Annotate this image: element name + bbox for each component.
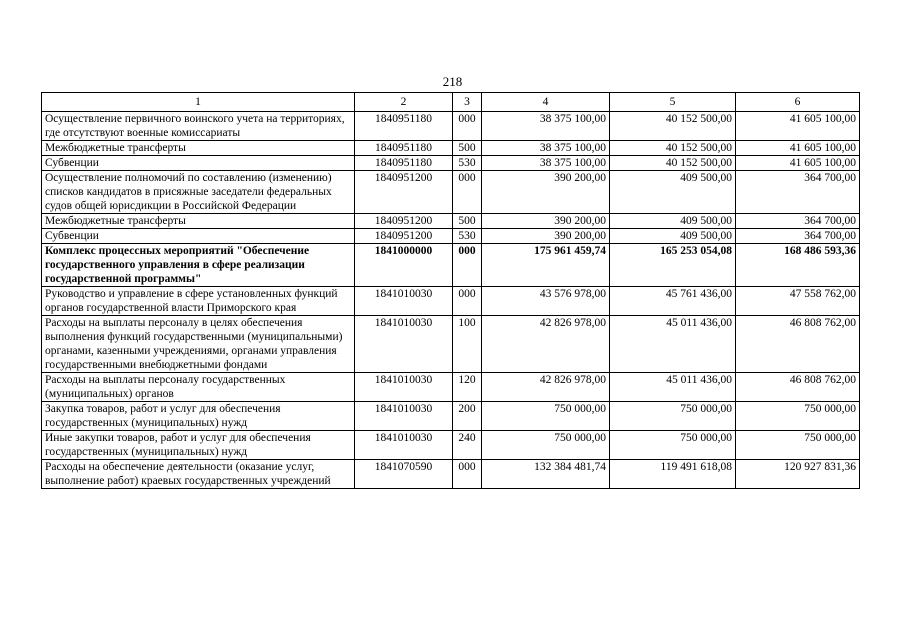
row-expense-type: 530 [453, 156, 482, 171]
row-expense-type: 200 [453, 402, 482, 431]
row-amount-col6: 750 000,00 [736, 431, 860, 460]
row-code: 1840951180 [355, 141, 453, 156]
row-name: Расходы на выплаты персоналу государственных (муниципальных) органов [42, 373, 355, 402]
row-name: Субвенции [42, 229, 355, 244]
row-amount-col5: 750 000,00 [610, 431, 736, 460]
header-col-2: 2 [355, 93, 453, 112]
row-amount-col5: 409 500,00 [610, 214, 736, 229]
row-amount-col5: 40 152 500,00 [610, 112, 736, 141]
row-code: 1840951200 [355, 171, 453, 214]
row-name: Руководство и управление в сфере установленных функций органов государственной власти Приморского края [42, 287, 355, 316]
row-name: Субвенции [42, 156, 355, 171]
row-name: Расходы на выплаты персоналу в целях обеспечения выполнения функций государственными (муниципальными) органами, казенными учреждениями, органами управления государственными внебюджетными фондами [42, 316, 355, 373]
table-row [42, 244, 860, 287]
row-amount-col6: 364 700,00 [736, 171, 860, 214]
row-amount-col4: 132 384 481,74 [482, 460, 610, 489]
row-code: 1840951180 [355, 156, 453, 171]
row-amount-col4: 43 576 978,00 [482, 287, 610, 316]
row-expense-type: 530 [453, 229, 482, 244]
row-amount-col5: 45 761 436,00 [610, 287, 736, 316]
row-amount-col6: 364 700,00 [736, 229, 860, 244]
row-code: 1841000000 [355, 244, 453, 287]
row-amount-col4: 175 961 459,74 [482, 244, 610, 287]
row-amount-col4: 38 375 100,00 [482, 156, 610, 171]
row-name: Межбюджетные трансферты [42, 141, 355, 156]
row-amount-col5: 40 152 500,00 [610, 141, 736, 156]
row-code: 1841010030 [355, 431, 453, 460]
row-amount-col4: 390 200,00 [482, 171, 610, 214]
header-col-3: 3 [453, 93, 482, 112]
table-row [42, 112, 860, 141]
row-expense-type: 000 [453, 287, 482, 316]
row-name: Иные закупки товаров, работ и услуг для обеспечения государственных (муниципальных) нужд [42, 431, 355, 460]
row-name: Осуществление первичного воинского учета на территориях, где отсутствуют военные комиссариаты [42, 112, 355, 141]
table-row [42, 229, 860, 244]
header-row [42, 93, 860, 112]
row-amount-col6: 41 605 100,00 [736, 156, 860, 171]
row-expense-type: 000 [453, 112, 482, 141]
row-amount-col6: 168 486 593,36 [736, 244, 860, 287]
table-row [42, 156, 860, 171]
table-row [42, 402, 860, 431]
row-expense-type: 240 [453, 431, 482, 460]
row-amount-col6: 364 700,00 [736, 214, 860, 229]
table-row [42, 460, 860, 489]
row-amount-col6: 46 808 762,00 [736, 373, 860, 402]
row-amount-col5: 45 011 436,00 [610, 373, 736, 402]
row-amount-col4: 390 200,00 [482, 229, 610, 244]
row-amount-col6: 750 000,00 [736, 402, 860, 431]
table-row [42, 431, 860, 460]
row-name: Расходы на обеспечение деятельности (оказание услуг, выполнение работ) краевых государственных учреждений [42, 460, 355, 489]
row-amount-col6: 120 927 831,36 [736, 460, 860, 489]
table-row [42, 171, 860, 214]
table-row [42, 373, 860, 402]
row-expense-type: 120 [453, 373, 482, 402]
row-name: Закупка товаров, работ и услуг для обеспечения государственных (муниципальных) нужд [42, 402, 355, 431]
row-amount-col4: 42 826 978,00 [482, 316, 610, 373]
row-expense-type: 500 [453, 141, 482, 156]
row-expense-type: 500 [453, 214, 482, 229]
table-header [42, 93, 860, 112]
row-amount-col4: 42 826 978,00 [482, 373, 610, 402]
row-code: 1840951180 [355, 112, 453, 141]
table-body [42, 112, 860, 489]
table-row [42, 316, 860, 373]
row-amount-col5: 750 000,00 [610, 402, 736, 431]
row-amount-col5: 409 500,00 [610, 171, 736, 214]
row-name: Комплекс процессных мероприятий "Обеспечение государственного управления в сфере реализации государственной программы" [42, 244, 355, 287]
row-expense-type: 100 [453, 316, 482, 373]
row-amount-col6: 47 558 762,00 [736, 287, 860, 316]
row-amount-col4: 750 000,00 [482, 402, 610, 431]
row-expense-type: 000 [453, 171, 482, 214]
row-name: Осуществление полномочий по составлению (изменению) списков кандидатов в присяжные заседатели федеральных судов общей юрисдикции в Российской Федерации [42, 171, 355, 214]
row-amount-col4: 390 200,00 [482, 214, 610, 229]
row-amount-col5: 119 491 618,08 [610, 460, 736, 489]
row-amount-col5: 40 152 500,00 [610, 156, 736, 171]
row-code: 1841010030 [355, 402, 453, 431]
row-amount-col6: 41 605 100,00 [736, 112, 860, 141]
row-code: 1841070590 [355, 460, 453, 489]
budget-table [41, 92, 860, 489]
row-amount-col6: 41 605 100,00 [736, 141, 860, 156]
row-code: 1840951200 [355, 214, 453, 229]
row-amount-col4: 38 375 100,00 [482, 141, 610, 156]
row-amount-col4: 750 000,00 [482, 431, 610, 460]
page-number: 218 [442, 74, 463, 89]
header-col-6: 6 [736, 93, 860, 112]
row-code: 1841010030 [355, 373, 453, 402]
table-row [42, 287, 860, 316]
row-expense-type: 000 [453, 460, 482, 489]
row-code: 1841010030 [355, 287, 453, 316]
row-amount-col5: 45 011 436,00 [610, 316, 736, 373]
row-amount-col5: 409 500,00 [610, 229, 736, 244]
row-expense-type: 000 [453, 244, 482, 287]
header-col-5: 5 [610, 93, 736, 112]
header-col-4: 4 [482, 93, 610, 112]
row-code: 1840951200 [355, 229, 453, 244]
table-row [42, 141, 860, 156]
header-col-1: 1 [42, 93, 355, 112]
table-row [42, 214, 860, 229]
row-amount-col5: 165 253 054,08 [610, 244, 736, 287]
row-code: 1841010030 [355, 316, 453, 373]
row-amount-col4: 38 375 100,00 [482, 112, 610, 141]
row-amount-col6: 46 808 762,00 [736, 316, 860, 373]
row-name: Межбюджетные трансферты [42, 214, 355, 229]
